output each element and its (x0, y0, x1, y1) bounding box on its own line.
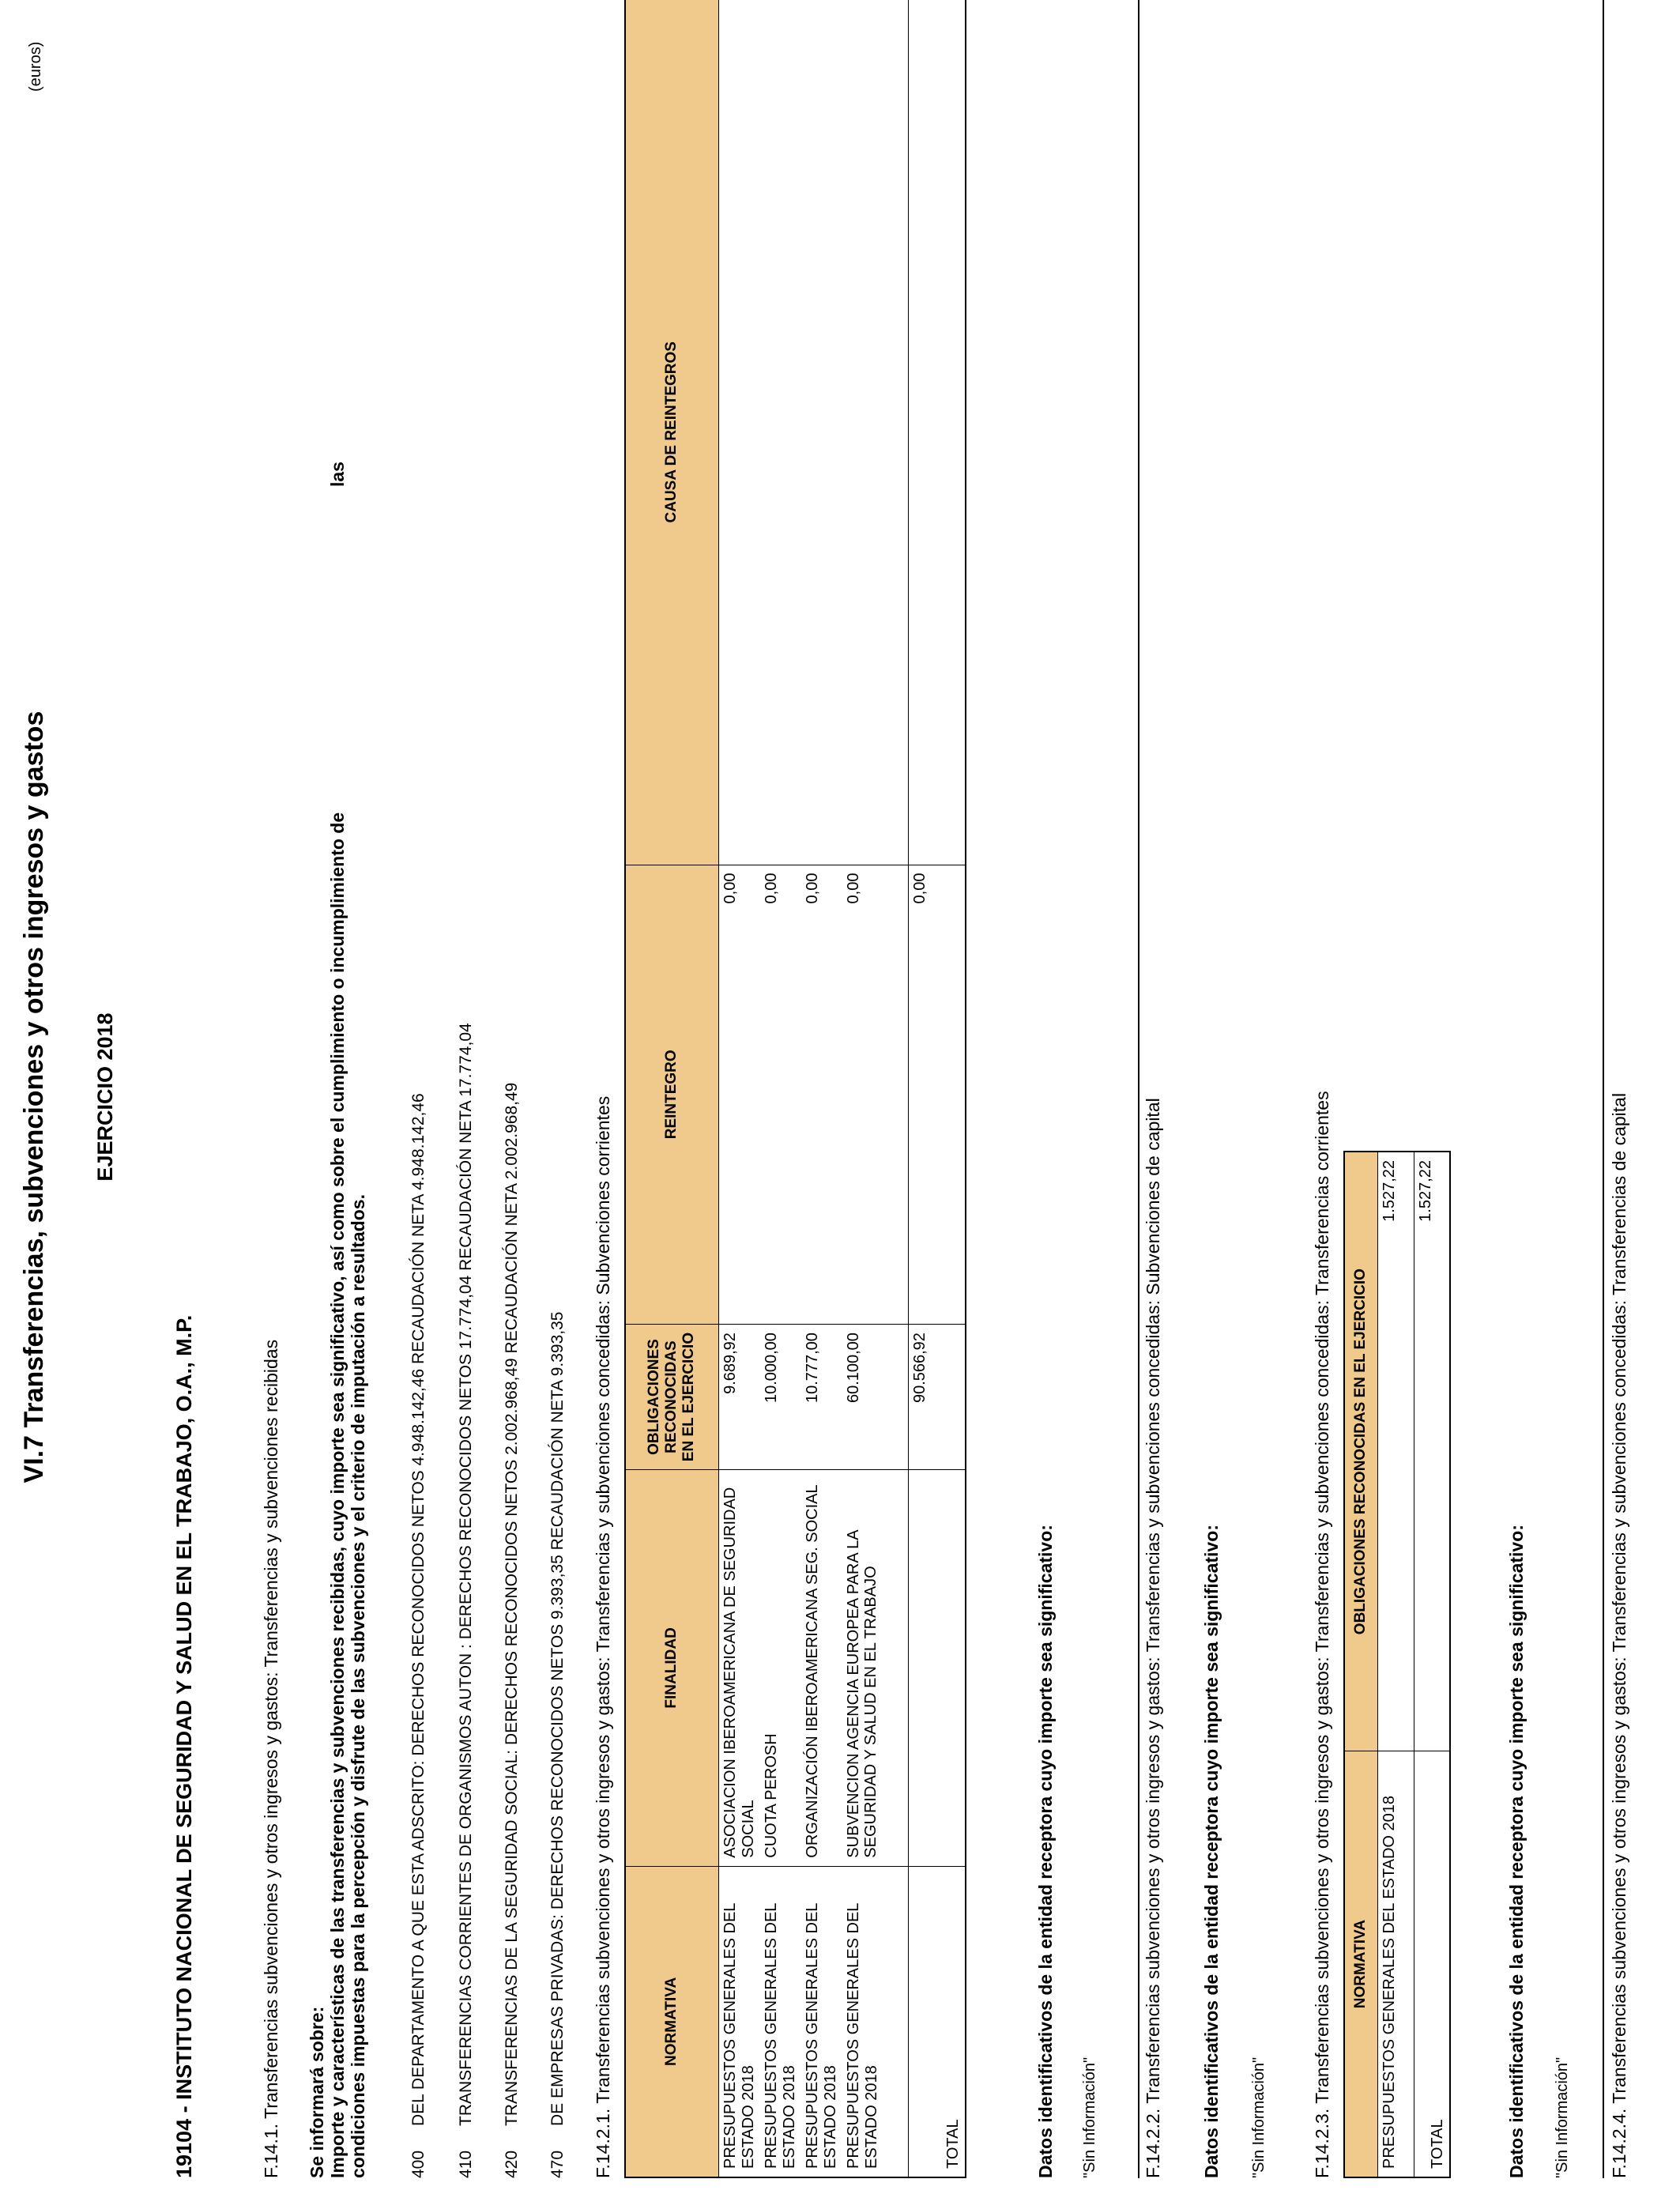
table-row (1377, 1152, 1414, 2177)
cell-total-label: TOTAL (1414, 1751, 1450, 2177)
cell-total-label: TOTAL (909, 1866, 966, 2177)
cell-causa (842, 0, 909, 865)
section-heading-f1421: F.14.2.1. Transferencias subvenciones y otros ingresos y gastos: Transferencias y subvenciones concedidas: Subvenciones corrientes (593, 1095, 613, 2178)
cell-finalidad: SUBVENCION AGENCIA EUROPEA PARA LA SEGURIDAD Y SALUD EN EL TRABAJO (842, 1470, 909, 1867)
section-heading-f1424: F.14.2.4. Transferencias subvenciones y otros ingresos y gastos: Transferencias y subvenciones concedidas: Transferencias de capital (1609, 1092, 1629, 2178)
section-heading-f1422: F.14.2.2. Transferencias subvenciones y otros ingresos y gastos: Transferencias y subvenciones concedidas: Subvenciones de capital (1143, 1098, 1163, 2178)
cell-total-obligaciones: 1.527,22 (1414, 1152, 1450, 1751)
table-total-row (1414, 1152, 1450, 2177)
entity-name: 19104 - INSTITUTO NACIONAL DE SEGURIDAD Y SALUD EN EL TRABAJO, O.A., M.P. (172, 1314, 196, 2178)
cell-normativa: PRESUPUESTOS GENERALES DEL ESTADO 2018 (1377, 1751, 1414, 2177)
cell-normativa: PRESUPUESTOS GENERALES DEL ESTADO 2018 (718, 1866, 760, 2177)
received-item-text: TRANSFERENCIAS DE LA SEGURIDAD SOCIAL: DERECHOS RECONOCIDOS NETOS 2.002.968,49 RECAUDACIÓN NETA 2.002.968,49 (503, 1082, 521, 2126)
page-title: VI.7 Transferencias, subvenciones y otros ingresos y gastos (19, 711, 49, 1483)
received-item-code: 410 (457, 2150, 475, 2178)
cell-normativa: PRESUPUESTOS GENERALES DEL ESTADO 2018 (760, 1866, 801, 2177)
exercise-label: EJERCICIO 2018 (93, 1012, 117, 1182)
cell-obligaciones: 10.000,00 (760, 1325, 801, 1470)
column-header-reintegro: REINTEGRO (625, 865, 718, 1325)
column-header-obligaciones: OBLIGACIONES RECONOCIDAS EN EL EJERCICIO (625, 1325, 718, 1470)
inform-label: Se informará sobre: (307, 2006, 327, 2178)
sin-informacion-text: "Sin Información" (1081, 2056, 1098, 2178)
table-row (801, 0, 842, 2177)
inform-text-line1: Importe y características de las transferencias y subvenciones recibidas, cuyo importe sea significativo, así como sobre el cumplimiento o incumplimiento de (327, 812, 348, 2178)
datos-label: Datos identificativos de la entidad receptora cuyo importe sea significativo: (1035, 1525, 1056, 2178)
section-divider (1603, 0, 1604, 2178)
table-total-row (909, 0, 966, 2177)
inform-text-las: las (327, 462, 348, 487)
column-header-obligaciones: OBLIGACIONES RECONOCIDAS EN EL EJERCICIO (1344, 1152, 1377, 1751)
datos-label: Datos identificativos de la entidad receptora cuyo importe sea significativo: (1201, 1525, 1222, 2178)
inform-text-line2: condiciones impuestas para la percepción y disfrute de las subvenciones y el criterio de imputación a resultados. (348, 1194, 368, 2178)
cell-reintegro: 0,00 (842, 865, 909, 1325)
received-item-text: DE EMPRESAS PRIVADAS: DERECHOS RECONOCIDOS NETOS 9.393,35 RECAUDACIÓN NETA 9.393,35 (548, 1311, 567, 2126)
cell-causa (718, 0, 760, 865)
cell-obligaciones: 60.100,00 (842, 1325, 909, 1470)
section-heading-f1411: F.14.1. Transferencias subvenciones y otros ingresos y gastos: Transferencias y subvenciones recibidas (261, 1339, 281, 2178)
received-item-code: 400 (409, 2150, 428, 2178)
received-item-code: 420 (503, 2150, 521, 2178)
cell-finalidad: ORGANIZACIÓN IBEROAMERICANA SEG. SOCIAL (801, 1470, 842, 1867)
cell-causa (760, 0, 801, 865)
cell-normativa: PRESUPUESTOS GENERALES DEL ESTADO 2018 (801, 1866, 842, 2177)
cell-obligaciones: 9.689,92 (718, 1325, 760, 1470)
datos-label: Datos identificativos de la entidad receptora cuyo importe sea significativo: (1506, 1525, 1527, 2178)
cell-obligaciones: 1.527,22 (1377, 1152, 1414, 1751)
cell-total-obligaciones: 90.566,92 (909, 1325, 966, 1470)
table-row (718, 0, 760, 2177)
transferencias-corrientes-table (1343, 1151, 1451, 2178)
received-item-text: TRANSFERENCIAS CORRIENTES DE ORGANISMOS AUTON : DERECHOS RECONOCIDOS NETOS 17.774,04 RECAUDACIÓN NETA 17.774,04 (457, 1023, 475, 2126)
cell-finalidad: CUOTA PEROSH (760, 1470, 801, 1867)
received-item-text: DEL DEPARTAMENTO A QUE ESTA ADSCRITO: DERECHOS RECONOCIDOS NETOS 4.948.142,46 RECAUDACIÓN NETA 4.948.142,46 (409, 1093, 428, 2126)
section-divider (1138, 0, 1139, 2178)
cell-reintegro: 0,00 (718, 865, 760, 1325)
cell-causa (801, 0, 842, 865)
cell-total-reintegro: 0,00 (909, 865, 966, 1325)
table-row (842, 0, 909, 2177)
cell-finalidad: ASOCIACION IBEROAMERICANA DE SEGURIDAD SOCIAL (718, 1470, 760, 1867)
table-row (760, 0, 801, 2177)
sin-informacion-text: "Sin Información" (1250, 2056, 1268, 2178)
cell-reintegro: 0,00 (760, 865, 801, 1325)
units-label: (euros) (27, 41, 44, 92)
column-header-normativa: NORMATIVA (1344, 1751, 1377, 2177)
column-header-finalidad: FINALIDAD (625, 1470, 718, 1867)
cell-normativa: PRESUPUESTOS GENERALES DEL ESTADO 2018 (842, 1866, 909, 2177)
received-item-code: 470 (548, 2150, 567, 2178)
cell-reintegro: 0,00 (801, 865, 842, 1325)
cell-obligaciones: 10.777,00 (801, 1325, 842, 1470)
column-header-normativa: NORMATIVA (625, 1866, 718, 2177)
subvenciones-corrientes-table (624, 0, 966, 2178)
sin-informacion-text: "Sin Información" (1554, 2056, 1571, 2178)
column-header-causa: CAUSA DE REINTEGROS (625, 0, 718, 865)
section-heading-f1423: F.14.2.3. Transferencias subvenciones y otros ingresos y gastos: Transferencias y subvenciones concedidas: Transferencias corrientes (1312, 1091, 1332, 2178)
